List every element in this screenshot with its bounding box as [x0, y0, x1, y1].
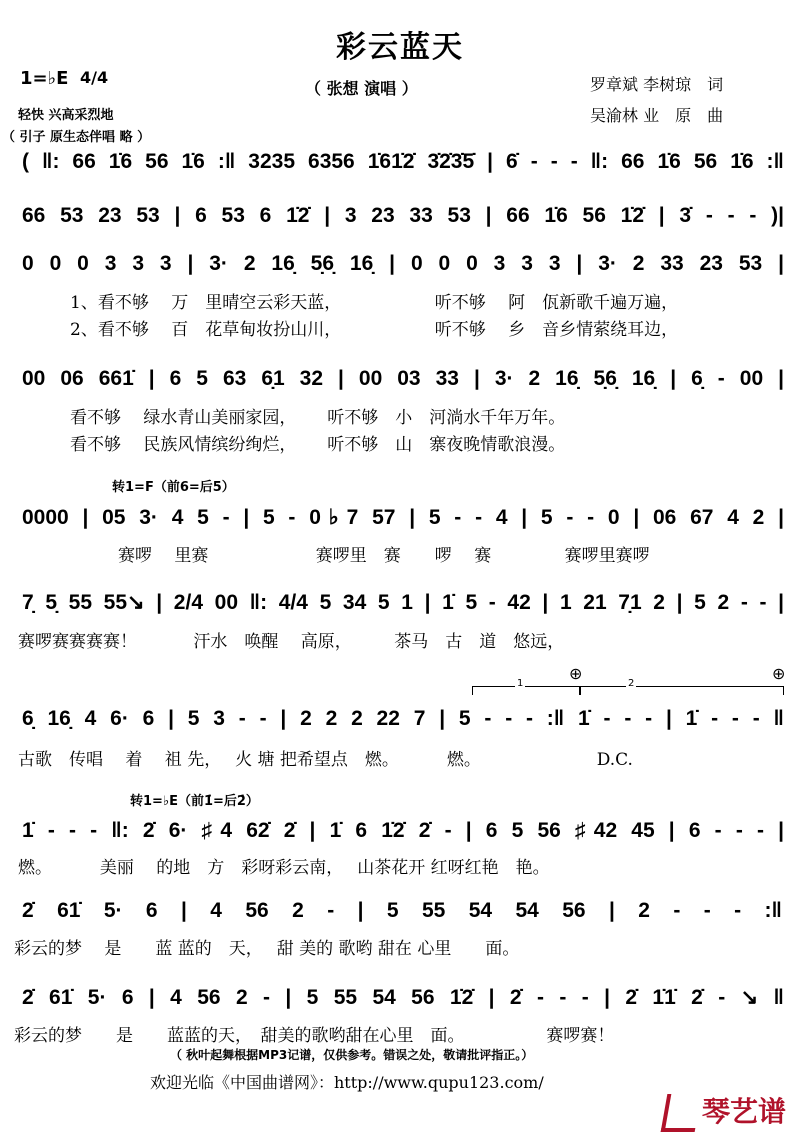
lyric-line: 彩云的梦 是 蓝蓝的天， 甜美的歌哟甜在心里 面。 赛啰赛！	[14, 1026, 615, 1046]
notation-row-7: 6̣ 16̣ 4 6· 6 | 5 3 - - | 2 2 2 22 7 | 5 - - - :‖ 1̇ - - - | 1̇ - - - ‖	[22, 707, 784, 730]
lyric-line: 赛啰 里赛 赛啰里 赛 啰 赛 赛啰里赛啰	[118, 546, 650, 566]
notation-row-2: 66 53 23 53 | 6 53 6 1̇2̇ | 3 23 33 53 | 66 1̇6 56 1̇2̇ | 3̇ - - - )|	[22, 204, 784, 227]
tempo-marking: 轻快 兴高采烈地	[18, 108, 114, 123]
song-title: 彩云蓝天	[336, 30, 464, 65]
time-signature: 4/4	[80, 68, 109, 87]
lyric-line: 燃。 美丽 的地 方 彩呀彩云南， 山茶花开 红呀红艳 艳。	[18, 858, 550, 878]
notation-row-8: 1̇ - - - ‖: 2̇ 6· ♯4 62̇ 2̇ | 1̇ 6 1̇2̇ 2̇ - | 6 5 56 ♯42 45 | 6 - - - |	[22, 819, 784, 842]
notation-row-10: 2̇ 61̇ 5· 6 | 4 56 2 - | 5 55 54 56 1̇2̇ | 2̇ - - - | 2̇ 1̇1̇ 2̇ - ↘ ‖	[22, 986, 784, 1009]
notation-row-3: 0 0 0 3 3 3 | 3· 2 16̣ 5̣6̣ 16̣ | 0 0 0 3 3 3 | 3· 2 33 23 53 |	[22, 252, 784, 275]
key-change: 转1=F（前6=后5）	[112, 480, 235, 495]
lyric-line: 2、看不够 百 花草甸妆扮山川， 听不够 乡 音乡情萦绕耳边，	[70, 320, 679, 340]
second-ending-bracket	[580, 678, 784, 695]
performer: （ 张想 演唱 ）	[305, 79, 418, 98]
volta-label: 2	[628, 678, 635, 689]
notation-row-1: ( ‖: 66 1̇6 56 1̇6 :‖ 3235 6356 1̇61̇2̇ 3̇2̇3̇5̇ | 6̇ - - - ‖: 66 1̇6 56 1̇6 :‖	[22, 150, 784, 173]
lyric-line: 1、看不够 万 里晴空云彩天蓝， 听不够 阿 佤新歌千遍万遍，	[70, 293, 679, 313]
lyricist: 罗章斌 李树琼 词	[590, 75, 724, 94]
notation-row-4: 00 06 661̇ | 6 5 63 6̣1 32 | 00 03 33 | 3· 2 16̣ 5̣6̣ 16̣ | 6̣ - 00 |	[22, 367, 784, 390]
notation-row-5: 0000 | 05 3· 4 5 - | 5 - 0♭7 57 | 5 - - 4 | 5 - - 0 | 06 67 4 2 |	[22, 506, 784, 529]
key-signature: 1=♭E	[20, 68, 69, 89]
intro-note: （ 引子 原生态伴唱 略 ）	[2, 130, 151, 145]
logo-mark-icon	[661, 1094, 702, 1132]
notation-row-9: 2̇ 61̇ 5· 6 | 4 56 2 - | 5 55 54 54 56 | 2 - - - :‖	[22, 899, 782, 922]
notation-row-6: 7̣ 5̣ 55 55↘ | 2/4 00 ‖: 4/4 5 34 5 1 | 1̇ 5 - 42 | 1 21 7̣1 2 | 5 2 - - |	[22, 591, 784, 614]
lyric-line: 看不够 绿水青山美丽家园， 听不够 小 河淌水千年万年。	[70, 408, 566, 428]
first-ending-bracket	[472, 678, 580, 695]
coda-icon: ⊕	[772, 664, 786, 683]
volta-label: 1	[517, 678, 524, 689]
lyric-line: 看不够 民族风情缤纷绚烂， 听不够 山 寨夜晚情歌浪漫。	[70, 435, 566, 455]
website-link[interactable]: 欢迎光临《中国曲谱网》：http://www.qupu123.com/	[150, 1073, 544, 1092]
composer: 吴渝林 业 原 曲	[590, 106, 724, 125]
lyric-line: 赛啰赛赛赛赛！ 汗水 唤醒 高原， 茶马 古 道 悠远，	[18, 632, 565, 652]
lyric-line: 彩云的梦 是 蓝 蓝的 天， 甜 美的 歌哟 甜在 心里 面。	[14, 939, 520, 959]
key-change: 转1=♭E（前1̇=后2̇）	[130, 794, 259, 809]
logo-text: 琴艺谱	[702, 1095, 787, 1128]
coda-icon: ⊕	[569, 664, 583, 683]
transcriber-note: （ 秋叶起舞根据MP3记谱，仅供参考。错误之处，敬请批评指正。）	[170, 1048, 534, 1062]
lyric-line: 古歌 传唱 着 祖 先， 火 塘 把希望点 燃。 燃。 D.C.	[18, 750, 633, 770]
site-logo	[664, 1090, 786, 1132]
